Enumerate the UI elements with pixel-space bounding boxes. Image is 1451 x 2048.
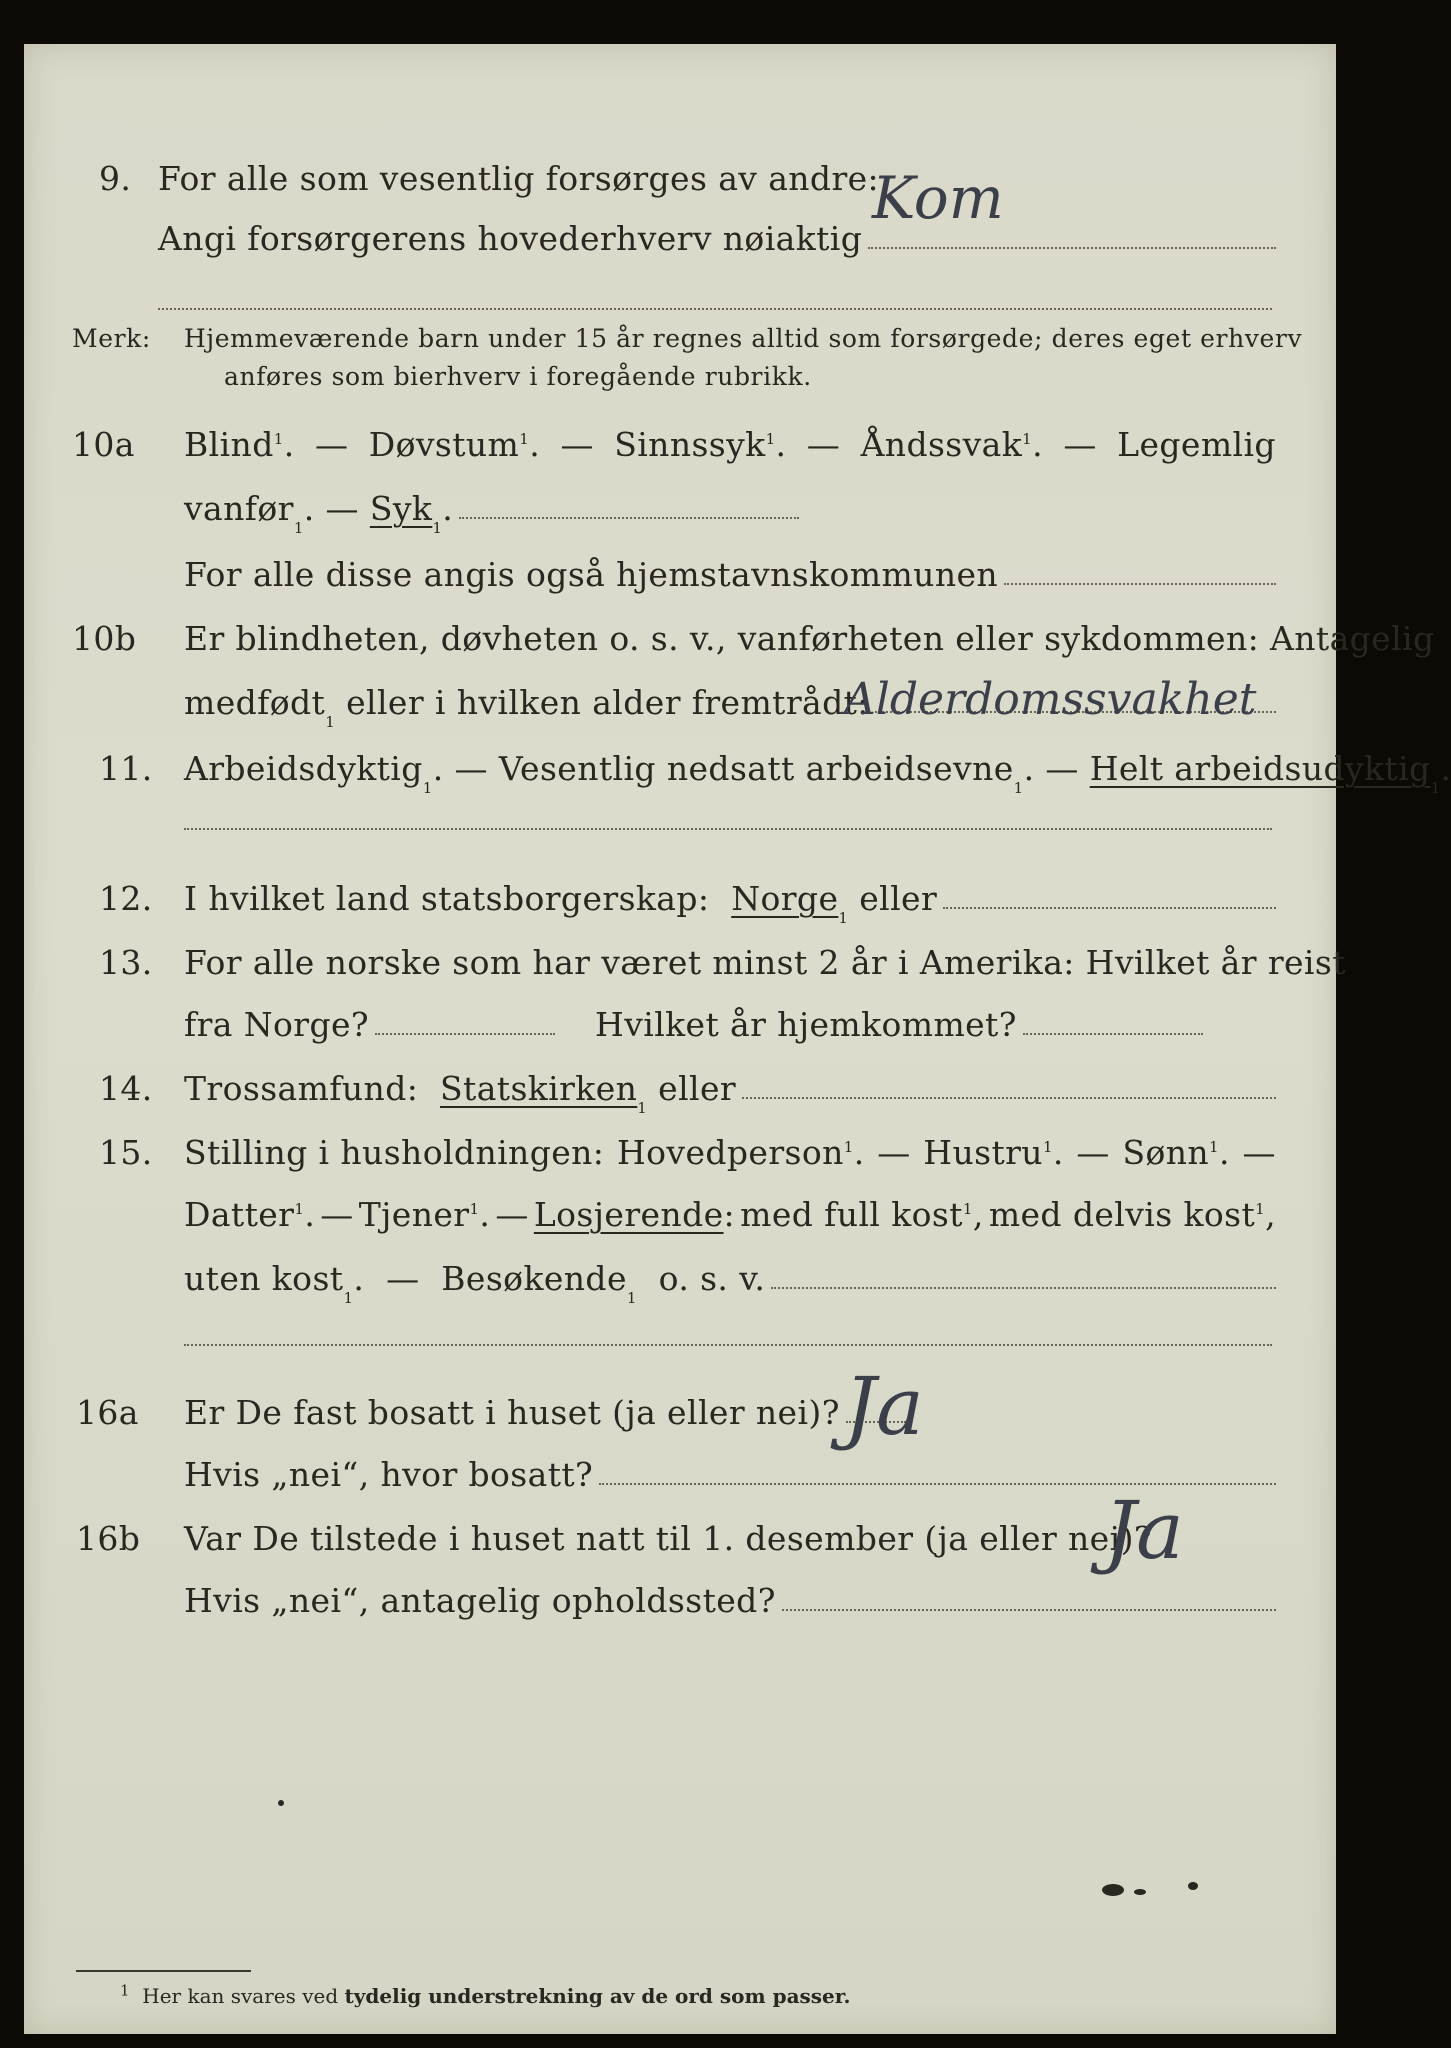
option-legemlig: Legemlig [1117,425,1276,464]
question-text: eller i hvilken alder fremtrådt: [346,683,869,722]
ink-stain [1134,1889,1146,1895]
footnote: $^1$ Her kan svares ved tydelig understrekning av de ord som passer. [120,1981,851,2008]
blank-line [184,1344,1272,1346]
option-andssvak: Åndssvak [860,425,1023,464]
question-number: 11. [99,749,153,788]
ink-stain [1188,1882,1198,1890]
question-10b-line-2: medfødt 1 eller i hvilken alder fremtrådt: [24,674,1336,730]
question-text: Er De fast bosatt i huset (ja eller nei)? [184,1393,840,1432]
option-vanfor: vanfør [184,489,294,528]
answer-line [742,1097,1276,1099]
question-text: Trossamfund: [184,1069,419,1108]
option-sinnssyk: Sinnssyk [614,425,766,464]
answer-line [1023,1033,1203,1035]
option-norge-underlined: Norge [731,879,839,918]
question-10b-line-1 [24,610,1435,666]
handwritten-answer: Ja [844,1360,924,1453]
question-16a-line-1 [24,1384,1336,1440]
answer-line [459,517,799,519]
handwritten-answer: Alderdomssvakhet [844,674,1257,725]
option-arbeidsdyktig: Arbeidsdyktig [184,749,423,788]
question-number: 13. [99,943,153,982]
option-nedsatt: Vesentlig nedsatt arbeidsevne [498,749,1014,788]
answer-line [782,1609,1276,1611]
question-10a-line-2: vanfør 1 . — Syk 1 . [24,480,1336,536]
question-13-line-1 [24,934,1346,990]
ink-dot [278,1800,284,1806]
blank-line [158,308,1272,310]
handwritten-answer: Ja [1104,1484,1184,1577]
question-text: For alle som vesentlig forsørges av andre: [158,159,880,198]
question-15-line-3: uten kost 1 . — Besøkende 1 o. s. v. [24,1250,1336,1306]
question-10a-line-1: 10a Blind$^1$. — Døvstum$^1$. — Sinnssyk$^1$. — Åndssvak$^1$. — Legemlig [72,425,1276,464]
option-dovstum: Døvstum [368,425,520,464]
question-text: For alle disse angis også hjemstavnskommunen [184,555,999,594]
question-number: 9. [99,159,132,198]
handwritten-answer: Kom [872,164,1004,232]
option-medfodt: medfødt [184,683,326,722]
option-blind: Blind [184,425,274,464]
option-udyktig-underlined: Helt arbeidsudyktig [1089,749,1431,788]
question-number: 10b [72,619,137,658]
question-9-line-1 [24,150,1336,206]
question-15-line-2: Datter$^1$. — Tjener$^1$. — Losjerende: med full kost$^1$, med delvis kost$^1$, [184,1195,1276,1234]
merk-label: Merk: [72,324,151,353]
answer-line [868,247,1276,249]
question-number: 16a [76,1393,139,1432]
question-number: 14. [99,1069,153,1108]
question-text: Angi forsørgerens hovederhverv nøiaktig [158,219,863,258]
question-13-line-2: fra Norge? Hvilket år hjemkommet? [24,996,1336,1052]
blank-line [184,828,1272,830]
question-10a-line-3 [24,546,1336,602]
question-16b-line-2 [24,1572,1336,1628]
question-number: 15. [99,1133,153,1172]
answer-line [943,907,1276,909]
question-text: I hvilket land statsborgerskap: [184,879,710,918]
question-text: Hvis „nei“, antagelig opholdssted? [184,1581,776,1620]
question-text: Stilling i husholdningen: [184,1133,605,1172]
question-9-line-2 [24,210,1336,266]
question-15-line-1: 15. Stilling i husholdningen: Hovedperson$^1$. — Hustru$^1$. — Sønn$^1$. — [99,1133,1276,1172]
question-text: Er blindheten, døvheten o. s. v., vanførheten eller sykdommen: Antagelig [184,619,1435,658]
ink-stain [1102,1884,1124,1896]
merk-text-line-2: anføres som bierhverv i foregående rubrikk. [224,362,812,391]
question-number: 16b [76,1519,141,1558]
question-11: 11. Arbeidsdyktig 1 . — Vesentlig nedsatt arbeidsevne 1 . — Helt arbeidsudyktig 1 . [99,749,1451,797]
question-number: 10a [72,425,135,464]
question-number: 12. [99,879,153,918]
footnote-rule [76,1970,251,1972]
option-losjerende-underlined: Losjerende [533,1195,724,1234]
answer-line [1004,583,1276,585]
answer-line [375,1033,555,1035]
census-form-page [24,44,1451,2034]
question-text: Var De tilstede i huset natt til 1. desember (ja eller nei)? [184,1519,1152,1558]
question-text: For alle norske som har været minst 2 år i Amerika: Hvilket år reist [184,943,1346,982]
option-syk-underlined: Syk [369,489,433,528]
question-12: 12. I hvilket land statsborgerskap: Norge 1 eller [24,870,1336,926]
answer-line [771,1287,1276,1289]
question-text: Hvis „nei“, hvor bosatt? [184,1455,594,1494]
option-statskirken-underlined: Statskirken [440,1069,638,1108]
merk-text-line-1: Hjemmeværende barn under 15 år regnes alltid som forsørgede; deres eget erhverv [184,324,1303,353]
question-14: 14. Trossamfund: Statskirken 1 eller [24,1060,1336,1116]
